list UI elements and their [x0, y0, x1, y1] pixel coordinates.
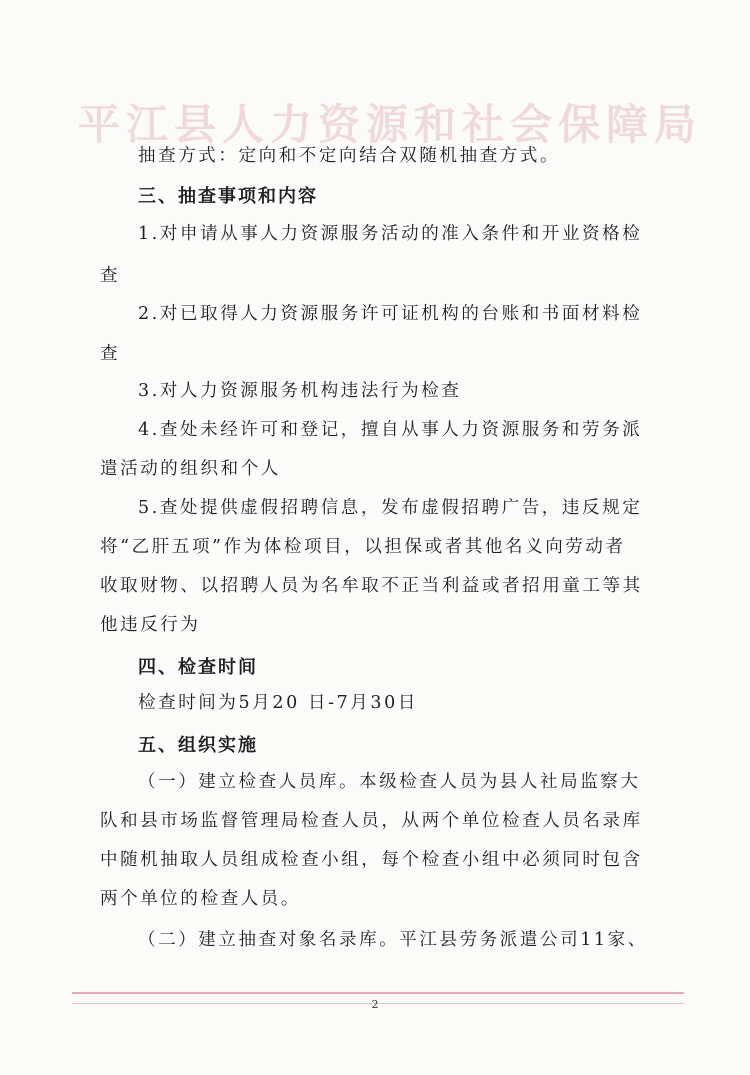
item-5-line-2: 将“乙肝五项”作为体检项目，以担保或者其他名义向劳动者 [100, 537, 626, 557]
paragraph-1-line-3: 中随机抽取人员组成检查小组，每个检查小组中必须同时包含 [100, 850, 643, 870]
footer-divider [72, 992, 684, 994]
item-4-line-1: 4.查处未经许可和登记，擅自从事人力资源服务和劳务派 [138, 420, 643, 440]
item-3: 3.对人力资源服务机构违法行为检查 [138, 381, 462, 401]
section-heading-3: 三、抽查事项和内容 [138, 186, 318, 207]
letterhead-watermark: 平江县人力资源和社会保障局 [78, 100, 703, 149]
item-5-line-1: 5.查处提供虚假招聘信息，发布虚假招聘广告，违反规定 [138, 498, 643, 518]
item-5-line-4: 他违反行为 [100, 615, 201, 635]
item-2-line-2: 查 [100, 344, 121, 364]
paragraph-inspection-time: 检查时间为5月20 日-7月30日 [138, 693, 418, 713]
item-2-line-1: 2.对已取得人力资源服务许可证机构的台账和书面材料检 [138, 304, 643, 324]
paragraph-2-line-1: （二）建立抽查对象名录库。平江县劳务派遣公司11家、 [138, 930, 648, 950]
item-5-line-3: 收取财物、以招聘人员为名牟取不正当利益或者招用童工等其 [100, 576, 643, 596]
section-heading-5: 五、组织实施 [138, 735, 258, 756]
item-1-line-1: 1.对申请从事人力资源服务活动的准入条件和开业资格检 [138, 224, 643, 244]
item-4-line-2: 遣活动的组织和个人 [100, 459, 281, 479]
paragraph-1-line-1: （一）建立检查人员库。本级检查人员为县人社局监察大 [138, 772, 641, 792]
paragraph-1-line-2: 队和县市场监督管理局检查人员，从两个单位检查人员名录库 [100, 811, 643, 831]
paragraph-inspection-method: 抽查方式：定向和不定向结合双随机抽查方式。 [138, 146, 561, 166]
paragraph-1-line-4: 两个单位的检查人员。 [100, 889, 301, 909]
page-number: 2 [371, 998, 379, 1011]
section-heading-4: 四、检查时间 [138, 657, 258, 678]
item-1-line-2: 查 [100, 266, 121, 286]
